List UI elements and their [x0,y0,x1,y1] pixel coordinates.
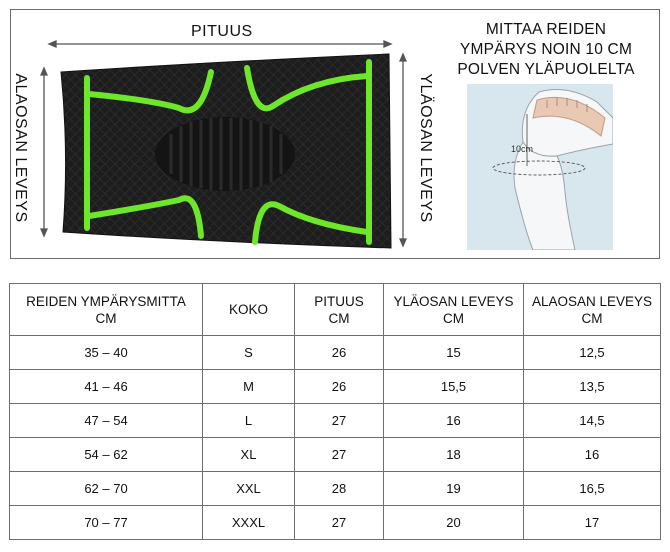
bottom-width-label: ALAOSAN LEVEYS [12,73,29,223]
cell-bottom-width: 13,5 [524,370,661,404]
cell-length: 27 [295,438,384,472]
cell-top-width: 15 [384,336,524,370]
cell-circumference: 47 – 54 [10,404,203,438]
cell-top-width: 16 [384,404,524,438]
cell-top-width: 20 [384,506,524,540]
cell-length: 27 [295,404,384,438]
cell-top-width: 18 [384,438,524,472]
ten-cm-label: 10cm [511,144,534,154]
knee-leg-drawing [467,84,613,250]
cell-size: L [203,404,295,438]
cell-circumference: 62 – 70 [10,472,203,506]
length-measure-line [49,41,391,47]
product-illustration-panel [10,9,660,259]
top-width-measure-line [400,54,406,246]
header-top-width: YLÄOSAN LEVEYS CM [384,284,524,336]
cell-size: XXL [203,472,295,506]
cell-bottom-width: 16 [524,438,661,472]
header-length: PITUUS CM [295,284,384,336]
cell-circumference: 54 – 62 [10,438,203,472]
header-thigh-circumference: REIDEN YMPÄRYSMITTA CM [10,284,203,336]
table-row [10,506,661,540]
cell-circumference: 35 – 40 [10,336,203,370]
cell-size: XL [203,438,295,472]
table-row [10,438,661,472]
cell-length: 28 [295,472,384,506]
knee-brace-diagram [11,10,441,260]
instruction-line-2: YMPÄRYS NOIN 10 CM [459,41,633,58]
cell-bottom-width: 16,5 [524,472,661,506]
cell-length: 27 [295,506,384,540]
length-label: PITUUS [191,23,253,40]
brace-mesh-panel [155,117,295,191]
cell-bottom-width: 17 [524,506,661,540]
measure-instruction [439,20,653,80]
cell-circumference: 41 – 46 [10,370,203,404]
cell-bottom-width: 14,5 [524,404,661,438]
cell-length: 26 [295,336,384,370]
knee-brace-drawing [11,10,441,260]
table-row [10,472,661,506]
knee-measure-illustration [467,84,613,250]
cell-top-width: 15,5 [384,370,524,404]
cell-size: M [203,370,295,404]
size-chart-table [9,283,661,540]
cell-size: XXXL [203,506,295,540]
instruction-line-1: MITTAA REIDEN [485,21,607,38]
header-bottom-width: ALAOSAN LEVEYS CM [524,284,661,336]
bottom-width-measure-line [41,68,47,236]
cell-size: S [203,336,295,370]
cell-circumference: 70 – 77 [10,506,203,540]
top-width-label: YLÄOSAN LEVEYS [417,73,434,223]
cell-top-width: 19 [384,472,524,506]
table-row [10,336,661,370]
cell-length: 26 [295,370,384,404]
instruction-line-3: POLVEN YLÄPUOLELTA [457,61,635,78]
header-size: KOKO [203,284,295,336]
cell-bottom-width: 12,5 [524,336,661,370]
table-header-row [10,284,661,336]
table-row [10,370,661,404]
table-row [10,404,661,438]
